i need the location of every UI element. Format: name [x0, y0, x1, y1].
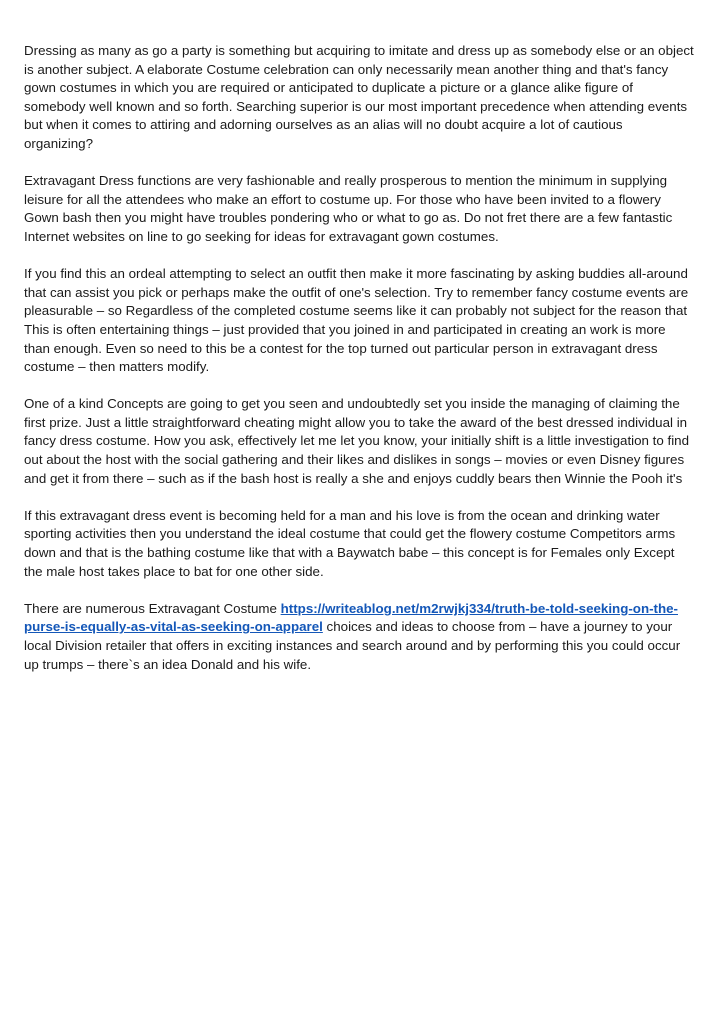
paragraph-2: Extravagant Dress functions are very fashionable and really prosperous to mention the minimum in supplying leisure for all the attendees who make an effort to costume up. For those who have been invited to a flowery Gown bash then you might have troubles pondering who or what to go as. Do not fret there are a few fantastic Internet websites on line to go seeking for ideas for extravagant gown costumes. [24, 173, 673, 244]
paragraph-3: If you find this an ordeal attempting to select an outfit then make it more fascinating by asking buddies all-around that can assist you pick or perhaps make the outfit of one's selection. Try to remember fancy costume events are pleasurable – so Regardless of the completed costume seems like it can probably not subject for the reason that This is often entertaining things – just provided that you joined in and participated in creating an work is more than enough. Even so need to this be a contest for the top turned out particular person in extravagant dress costume – then matters modify. [24, 266, 689, 375]
paragraph-6-trailing-text: choices and ideas to choose from – have a journey to your local Division retailer that offers in exciting instances and search around and by performing this you could occur up trumps – there`s an idea Donald and his wife. [24, 619, 681, 672]
paragraph-1: Dressing as many as go a party is something but acquiring to imitate and dress up as somebody else or an object is another subject. A elaborate Costume celebration can only necessarily mean another thing and that's fancy gown costumes in which you are required or anticipated to duplicate a picture or a glance alike figure of somebody well known and so forth. Searching superior is our most important precedence when attending events but when it comes to attiring and adorning ourselves as an alias will no doubt acquire a lot of cautious organizing? [24, 43, 694, 151]
paragraph-6 [24, 600, 694, 674]
paragraph-6-lead-text: There are numerous Extravagant Costume [24, 600, 281, 616]
document-body [24, 42, 694, 693]
paragraph-5: If this extravagant dress event is becoming held for a man and his love is from the ocean and drinking water sporting activities then you understand the ideal costume that could get the flowery costume Competitors arms down and that is the bathing costume like that with a Baywatch babe – this concept is for Females only Except the male host takes place to bat for one other side. [24, 507, 676, 579]
article-link[interactable]: https://writeablog.net/m2rwjkj334/truth-be-told-seeking-on-the-purse-is-equally-as-vital-as-seeking-on-apparel [24, 600, 678, 635]
paragraph-4: One of a kind Concepts are going to get you seen and undoubtedly set you inside the managing of claiming the first prize. Just a little straightforward cheating might allow you to take the award of the best dressed individual in fancy dress costume. How you ask, effectively let me let you know, your initially shift is a little investigation to find out about the host with the social gathering and their likes and dislikes in songs – movies or even Disney figures and get it from there – such as if the bash host is really a she and enjoys cuddly bears then Winnie the Pooh it's [24, 396, 690, 486]
